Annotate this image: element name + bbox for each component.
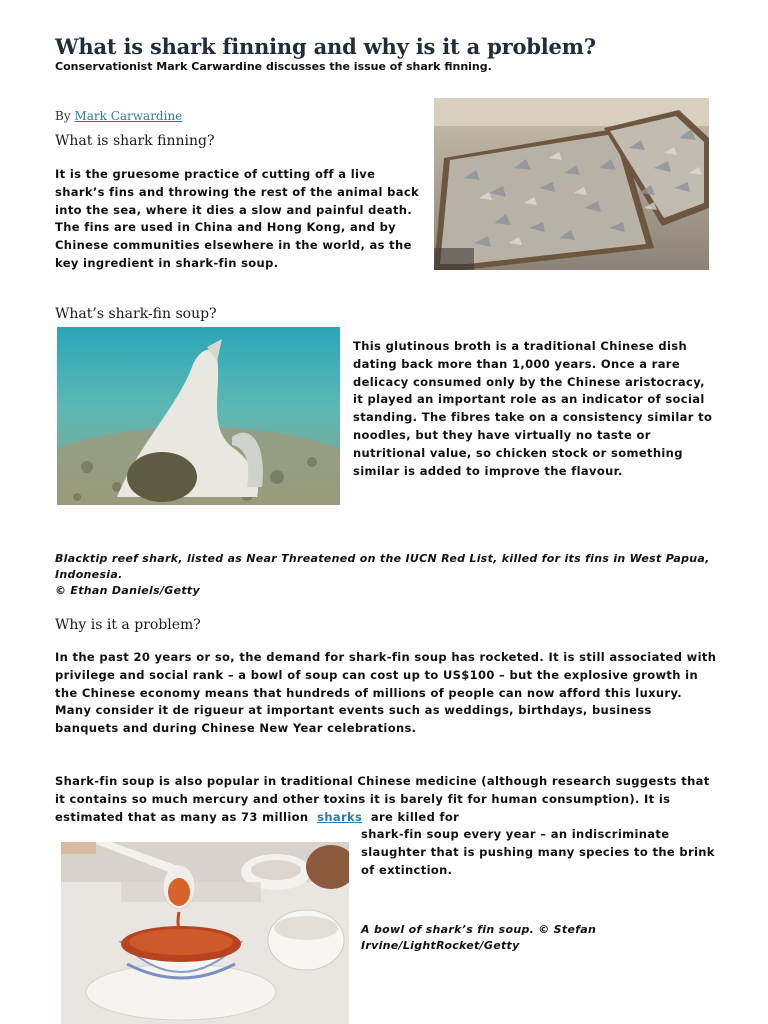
problem-heading: Why is it a problem? bbox=[55, 617, 201, 633]
reef-caption-text: Blacktip reef shark, listed as Near Threatened on the IUCN Red List, killed for its fins in West Papua, Indonesia. bbox=[55, 552, 710, 581]
soup-photo-caption: A bowl of shark’s fin soup. © Stefan Irvine/LightRocket/Getty bbox=[361, 923, 597, 952]
finning-heading: What is shark finning? bbox=[55, 133, 215, 149]
reef-shark-photo bbox=[57, 327, 340, 505]
reef-caption-credit: © Ethan Daniels/Getty bbox=[55, 584, 200, 597]
soup-paragraph: This glutinous broth is a traditional Chinese dish dating back more than 1,000 years. Once a rare delicacy consumed only by the Chinese aristocracy, it played an important role as an indicator of social standing. The fibres take on a consistency similar to noodles, but they have virtually no taste or nutritional value, so chicken stock or something similar is added to improve the flavour. bbox=[353, 339, 713, 478]
byline bbox=[55, 109, 182, 123]
sharks-link[interactable]: sharks bbox=[317, 809, 363, 824]
problem-paragraph-2-after-link: are killed for bbox=[370, 809, 460, 824]
byline-prefix: By bbox=[55, 109, 71, 123]
reef-photo-caption bbox=[55, 551, 715, 599]
article-title: What is shark finning and why is it a problem? bbox=[55, 34, 596, 59]
finning-paragraph: It is the gruesome practice of cutting off a live shark’s fins and throwing the rest of the animal back into the sea, where it dies a slow and painful death. The fins are used in China and Hong Kong, and by Chinese communities elsewhere in the world, as the key ingredient in shark-fin soup. bbox=[55, 167, 420, 270]
author-link[interactable]: Mark Carwardine bbox=[74, 109, 183, 123]
article-subtitle: Conservationist Mark Carwardine discusses the issue of shark finning. bbox=[55, 60, 492, 73]
drying-fins-photo bbox=[434, 98, 709, 270]
soup-heading: What’s shark-fin soup? bbox=[55, 306, 217, 322]
shark-fin-soup-photo bbox=[61, 842, 349, 1024]
problem-paragraph-2-end: shark-fin soup every year – an indiscriminate slaughter that is pushing many species to the brink of extinction. bbox=[361, 827, 715, 877]
problem-paragraph-2-start: Shark-fin soup is also popular in traditional Chinese medicine (although research suggests that it contains so much mercury and other toxins it is barely fit for human consumption). It is estimated that as many as 73 million bbox=[55, 774, 710, 824]
problem-paragraph-1: In the past 20 years or so, the demand for shark-fin soup has rocketed. It is still associated with privilege and social rank – a bowl of soup can cost up to US$100 – but the explosive growth in the Chinese economy means that hundreds of millions of people can now afford this luxury. Many consider it de rigueur at important events such as weddings, birthdays, business banquets and during Chinese New Year celebrations. bbox=[55, 650, 717, 736]
problem-paragraph-2 bbox=[55, 773, 717, 826]
